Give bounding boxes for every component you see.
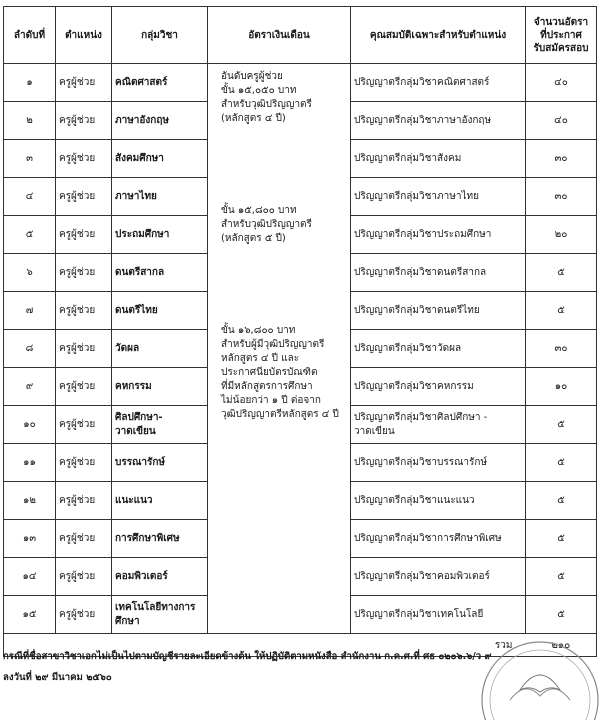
row-count: ๓๐ — [526, 140, 597, 178]
row-subject: วัดผล — [112, 330, 208, 368]
row-qualification: ปริญญาตรีกลุ่มวิชาสังคม — [351, 140, 526, 178]
row-count: ๕ — [526, 520, 597, 558]
row-number: ๗ — [4, 292, 56, 330]
row-qualification: ปริญญาตรีกลุ่มวิชาการศึกษาพิเศษ — [351, 520, 526, 558]
row-subject: คอมพิวเตอร์ — [112, 558, 208, 596]
row-qualification: ปริญญาตรีกลุ่มวิชาแนะแนว — [351, 482, 526, 520]
row-number: ๖ — [4, 254, 56, 292]
row-count: ๔๐ — [526, 102, 597, 140]
row-number: ๘ — [4, 330, 56, 368]
row-count: ๑๐ — [526, 368, 597, 406]
row-number: ๙ — [4, 368, 56, 406]
row-position: ครูผู้ช่วย — [56, 330, 112, 368]
row-number: ๑ — [4, 64, 56, 102]
row-position: ครูผู้ช่วย — [56, 216, 112, 254]
row-qualification: ปริญญาตรีกลุ่มวิชาดนตรีสากล — [351, 254, 526, 292]
recruitment-table — [3, 6, 597, 657]
row-qualification: ปริญญาตรีกลุ่มวิชาคหกรรม — [351, 368, 526, 406]
row-subject: คณิตศาสตร์ — [112, 64, 208, 102]
row-subject: สังคมศึกษา — [112, 140, 208, 178]
row-subject: ภาษาไทย — [112, 178, 208, 216]
row-subject: บรรณารักษ์ — [112, 444, 208, 482]
row-number: ๑๐ — [4, 406, 56, 444]
row-qualification: ปริญญาตรีกลุ่มวิชาคอมพิวเตอร์ — [351, 558, 526, 596]
row-subject: คหกรรม — [112, 368, 208, 406]
total-value: ๒๑๐ — [526, 634, 597, 657]
table-header-row — [4, 7, 597, 64]
row-position: ครูผู้ช่วย — [56, 558, 112, 596]
row-count: ๕ — [526, 558, 597, 596]
row-number: ๕ — [4, 216, 56, 254]
salary-note: อันดับครูผู้ช่วย ขั้น ๑๕,๐๕๐ บาท สำหรับวุฒิปริญญาตรี (หลักสูตร ๔ ปี) — [221, 71, 312, 124]
row-qualification: ปริญญาตรีกลุ่มวิชาประถมศึกษา — [351, 216, 526, 254]
row-position: ครูผู้ช่วย — [56, 368, 112, 406]
footer-note: กรณีที่ชื่อสาขาวิชาเอกไม่เป็นไปตามบัญชีรายละเอียดข้างต้น ให้ปฏิบัติตามหนังสือ สำนักงาน ก.ค.ศ.ที่ ศธ ๐๒๐๖.๖/ว ๙ — [3, 651, 492, 662]
header-count: จำนวนอัตรา ที่ประกาศ รับสมัครสอบ — [526, 7, 597, 64]
header-position: ตำแหน่ง — [56, 7, 112, 64]
row-number: ๔ — [4, 178, 56, 216]
row-qualification: ปริญญาตรีกลุ่มวิชาบรรณารักษ์ — [351, 444, 526, 482]
salary-note: ขั้น ๑๕,๘๐๐ บาท สำหรับวุฒิปริญญาตรี (หลักสูตร ๕ ปี) — [221, 205, 312, 244]
row-subject: เทคโนโลยีทางการ ศึกษา — [112, 596, 208, 634]
row-count: ๕ — [526, 596, 597, 634]
row-position: ครูผู้ช่วย — [56, 444, 112, 482]
table-row — [4, 64, 597, 102]
total-label: รวม — [494, 639, 513, 651]
row-subject: ศิลปศึกษา- วาดเขียน — [112, 406, 208, 444]
row-number: ๑๑ — [4, 444, 56, 482]
row-qualification: ปริญญาตรีกลุ่มวิชาศิลปศึกษา - วาดเขียน — [351, 406, 526, 444]
row-position: ครูผู้ช่วย — [56, 64, 112, 102]
row-subject: ดนตรีไทย — [112, 292, 208, 330]
row-position: ครูผู้ช่วย — [56, 406, 112, 444]
row-number: ๓ — [4, 140, 56, 178]
row-position: ครูผู้ช่วย — [56, 102, 112, 140]
salary-column — [208, 64, 351, 634]
row-qualification: ปริญญาตรีกลุ่มวิชาคณิตศาสตร์ — [351, 64, 526, 102]
row-subject: ภาษาอังกฤษ — [112, 102, 208, 140]
row-qualification: ปริญญาตรีกลุ่มวิชาภาษาอังกฤษ — [351, 102, 526, 140]
salary-note: ขั้น ๑๖,๘๐๐ บาท สำหรับผู้มีวุฒิปริญญาตรี หลักสูตร ๔ ปี และ ประกาศนียบัตรบัณฑิต ที่มีหลักสูตรการศึกษา ไม่น้อยกว่า ๑ ปี ต่อจาก วุฒิปริญญาตรีหลักสูตร ๔ ปี — [221, 325, 339, 420]
row-qualification: ปริญญาตรีกลุ่มวิชาเทคโนโลยี — [351, 596, 526, 634]
row-count: ๒๐ — [526, 216, 597, 254]
row-count: ๕ — [526, 444, 597, 482]
header-salary: อัตราเงินเดือน — [208, 7, 351, 64]
row-number: ๑๓ — [4, 520, 56, 558]
row-subject: แนะแนว — [112, 482, 208, 520]
row-subject: ดนตรีสากล — [112, 254, 208, 292]
row-count: ๓๐ — [526, 178, 597, 216]
row-number: ๒ — [4, 102, 56, 140]
row-position: ครูผู้ช่วย — [56, 178, 112, 216]
row-count: ๔๐ — [526, 64, 597, 102]
row-count: ๕ — [526, 406, 597, 444]
row-subject: ประถมศึกษา — [112, 216, 208, 254]
row-number: ๑๕ — [4, 596, 56, 634]
row-count: ๕ — [526, 254, 597, 292]
salary-notes — [211, 64, 347, 633]
row-position: ครูผู้ช่วย — [56, 292, 112, 330]
header-qualification: คุณสมบัติเฉพาะสำหรับตำแหน่ง — [351, 7, 526, 64]
row-count: ๓๐ — [526, 330, 597, 368]
row-qualification: ปริญญาตรีกลุ่มวิชาดนตรีไทย — [351, 292, 526, 330]
row-position: ครูผู้ช่วย — [56, 520, 112, 558]
header-no: ลำดับที่ — [4, 7, 56, 64]
header-subject: กลุ่มวิชา — [112, 7, 208, 64]
row-position: ครูผู้ช่วย — [56, 254, 112, 292]
row-qualification: ปริญญาตรีกลุ่มวิชาภาษาไทย — [351, 178, 526, 216]
row-position: ครูผู้ช่วย — [56, 140, 112, 178]
row-subject: การศึกษาพิเศษ — [112, 520, 208, 558]
footer-date: ลงวันที่ ๒๙ มีนาคม ๒๕๖๐ — [3, 672, 112, 683]
garuda-seal-icon — [470, 630, 600, 720]
row-number: ๑๒ — [4, 482, 56, 520]
row-position: ครูผู้ช่วย — [56, 482, 112, 520]
row-position: ครูผู้ช่วย — [56, 596, 112, 634]
row-qualification: ปริญญาตรีกลุ่มวิชาวัดผล — [351, 330, 526, 368]
row-count: ๕ — [526, 292, 597, 330]
row-count: ๕ — [526, 482, 597, 520]
row-number: ๑๔ — [4, 558, 56, 596]
